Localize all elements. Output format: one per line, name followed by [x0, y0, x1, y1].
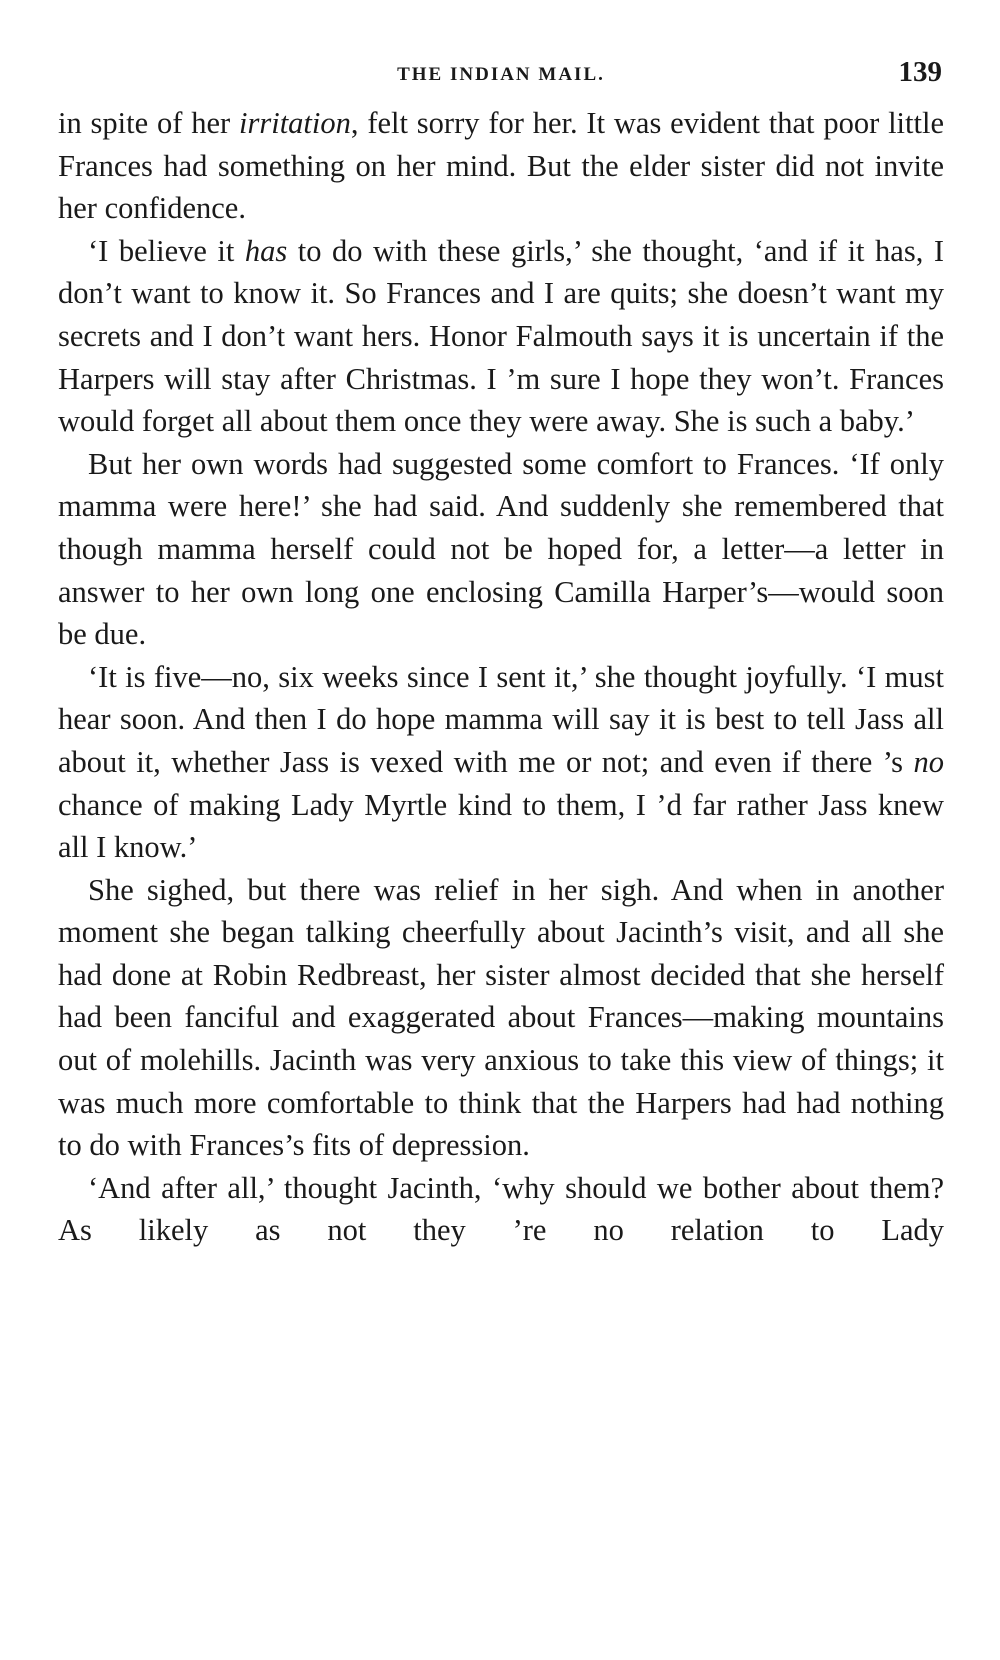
paragraph-4	[58, 656, 944, 869]
running-header	[58, 58, 944, 102]
paragraph-5: She sighed, but there was relief in her sigh. And when in another moment she began talking cheerfully about Jacinth’s visit, and all she had done at Robin Redbreast, her sister almost decided that she herself had been fanciful and exaggerated about Frances—making mountains out of molehills. Jacinth was very anxious to take this view of things; it was much more comfortable to think that the Harpers had had nothing to do with Frances’s fits of depression.	[58, 872, 944, 1163]
paragraph-1-part-c: , felt sorry for her. It was evident that poor little Frances had something on her mind. But the elder sister did not invite her confidence.	[58, 106, 944, 226]
paragraph-1-emphasis: irritation	[239, 106, 351, 140]
paragraph-4-emphasis: no	[913, 744, 944, 779]
paragraph-6: ‘And after all,’ thought Jacinth, ‘why should we bother about them? As likely as not they ’re no relation to Lady	[58, 1170, 944, 1248]
paragraph-1	[58, 102, 944, 230]
paragraph-2	[58, 230, 944, 443]
page-number: 139	[898, 56, 942, 88]
paragraph-2-part-c: to do with these girls,’ she thought, ‘and if it has, I don’t want to know it. So Frances and I are quits; she doesn’t want my secrets and I don’t want hers. Honor Falmouth says it is uncertain if the Harpers will stay after Christmas. I ’m sure I hope they won’t. Frances would forget all about them once they were away. She is such a baby.’	[58, 233, 944, 439]
paragraph-4-part-a: ‘It is five—no, six weeks since I sent it,’ she thought joyfully. ‘I must hear soon. And then I do hope mamma will say it is best to tell Jass all about it, whether Jass is vexed with me or not; and even if there ’s	[58, 659, 944, 779]
paragraph-2-part-a: ‘I believe it	[88, 233, 245, 268]
body-text	[58, 102, 944, 1252]
book-page	[58, 58, 944, 1252]
running-title: THE INDIAN MAIL.	[397, 64, 605, 85]
paragraph-1-part-a: in spite of her	[58, 106, 240, 140]
paragraph-4-part-c: chance of making Lady Myrtle kind to them, I ’d far rather Jass knew all I know.’	[58, 787, 944, 865]
paragraph-2-emphasis: has	[244, 233, 288, 268]
paragraph-3: But her own words had suggested some comfort to Frances. ‘If only mamma were here!’ she had said. And suddenly she remembered that though mamma herself could not be hoped for, a letter—a letter in answer to her own long one enclosing Camilla Harper’s—would soon be due.	[58, 446, 944, 652]
